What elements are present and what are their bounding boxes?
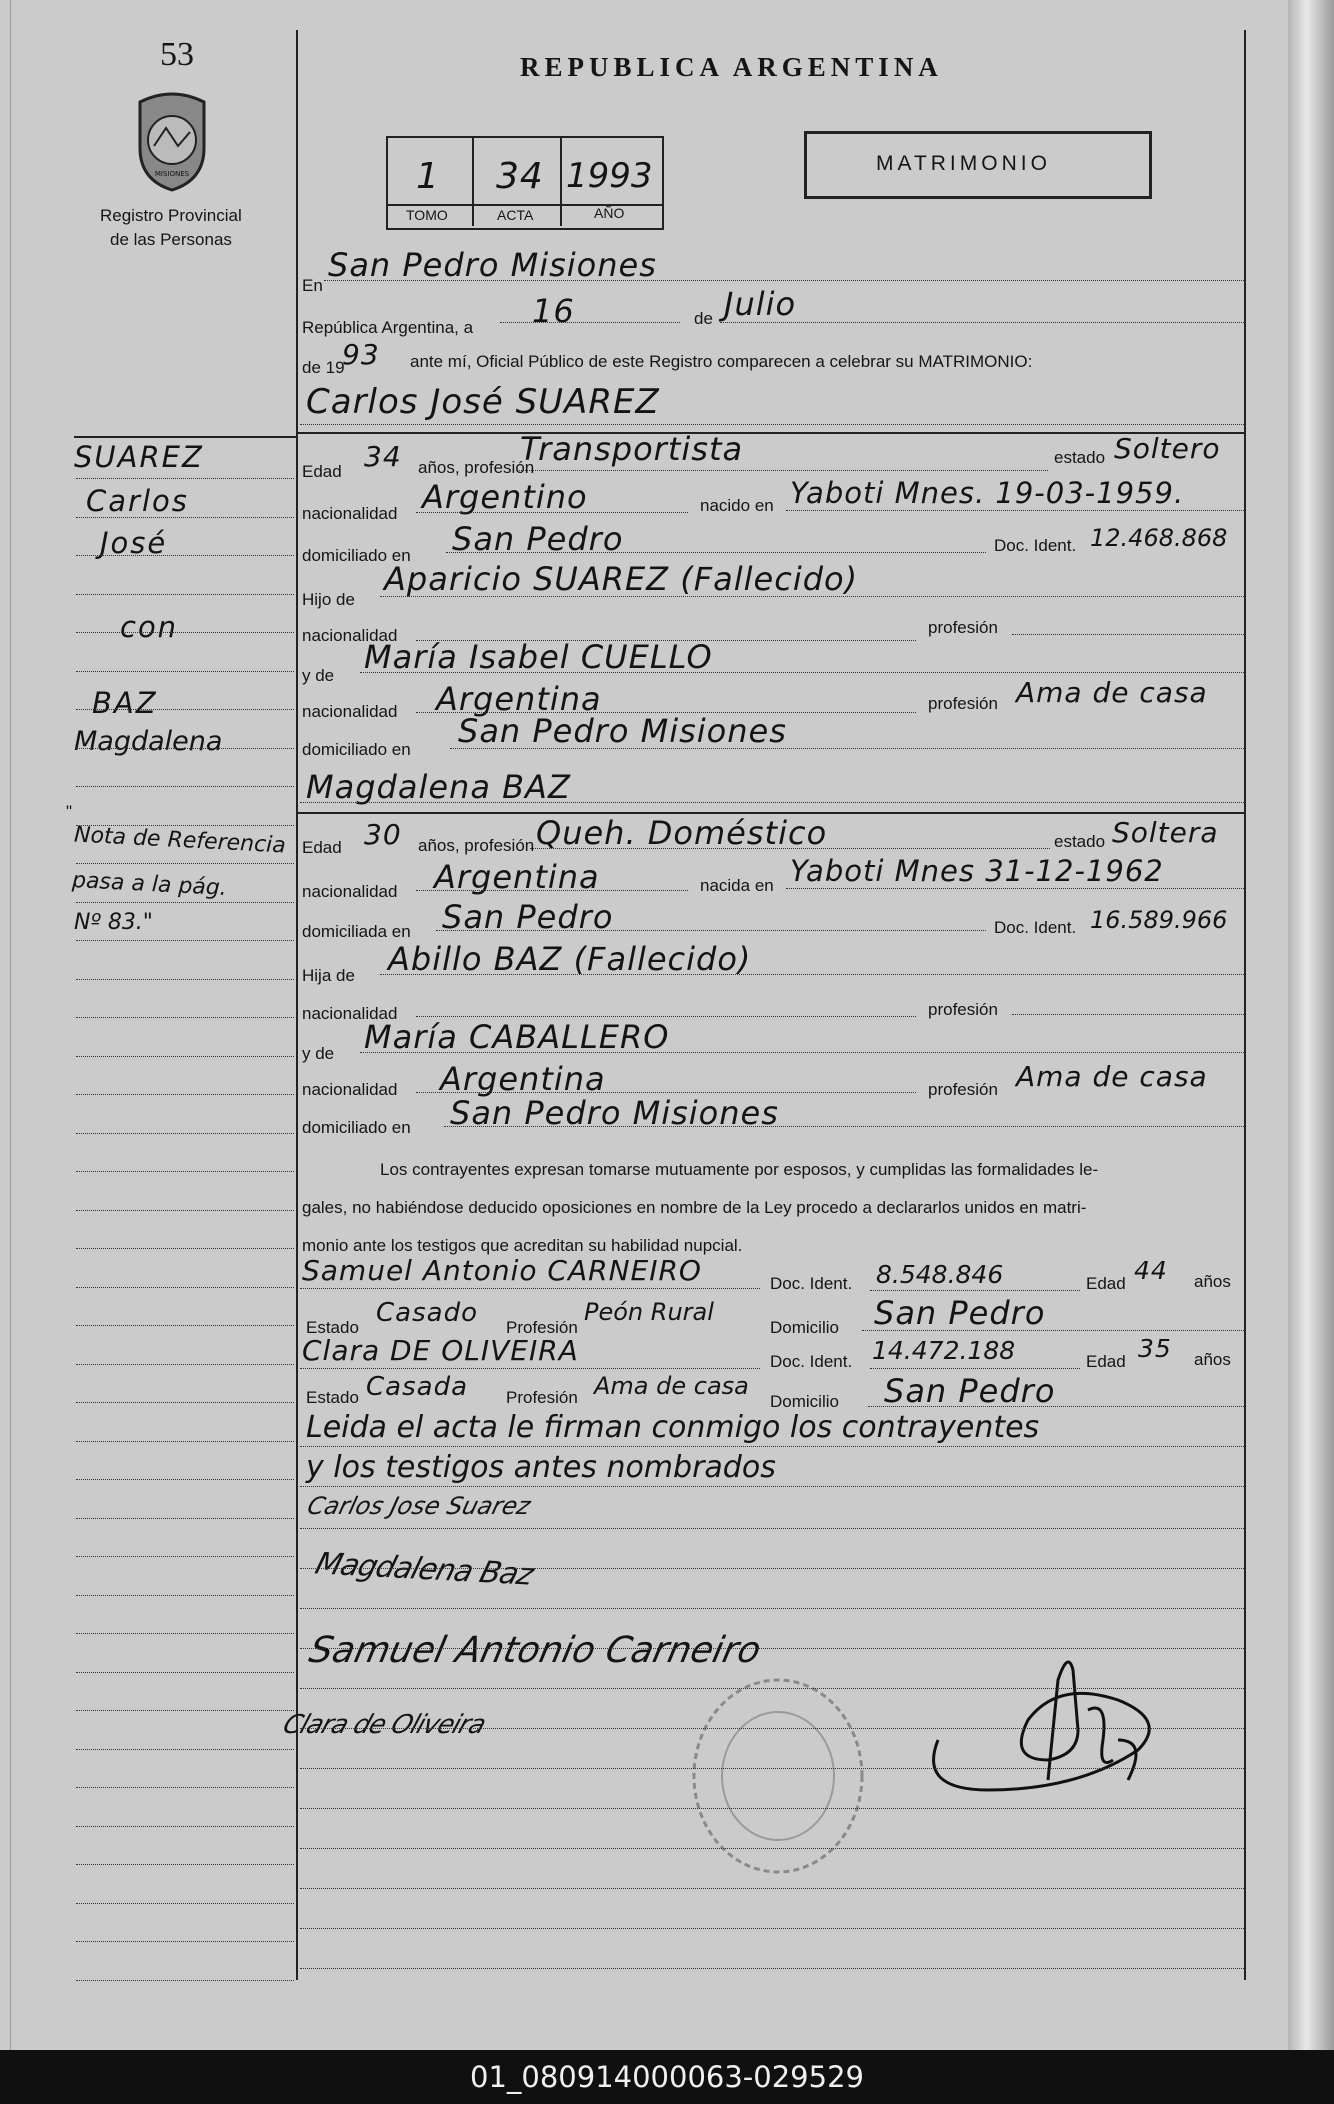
witness1-profession: Peón Rural — [584, 1298, 714, 1326]
witness1-prof-label: Profesión — [506, 1318, 578, 1337]
bride-mother: María CABALLERO — [364, 1018, 670, 1056]
right-rule — [1244, 30, 1246, 1980]
margin-ruled-line — [76, 1017, 294, 1018]
bride-domicile: San Pedro — [442, 898, 614, 936]
margin-ruled-line — [76, 1056, 294, 1057]
main-ruled-line — [300, 1928, 1244, 1929]
bride-mother-profession: Ama de casa — [1016, 1060, 1208, 1093]
main-ruled-line — [300, 1568, 1244, 1569]
bride-profession: Queh. Doméstico — [536, 814, 828, 852]
groom-mother-domicile: San Pedro Misiones — [458, 712, 787, 750]
margin-ruled-line — [76, 902, 294, 903]
closing-line-2: y los testigos antes nombrados — [306, 1450, 776, 1485]
witness1-anos-label: años — [1194, 1272, 1231, 1291]
bride-born-label: nacida en — [700, 876, 774, 895]
groom-nac-label: nacionalidad — [302, 504, 398, 523]
registry-line-2: de las Personas — [110, 230, 232, 249]
bride-birth: Yaboti Mnes 31-12-1962 — [790, 854, 1164, 888]
margin-name-groom-a: Carlos — [86, 484, 189, 518]
official-stamp — [688, 1676, 868, 1876]
witness2-domicile: San Pedro — [884, 1372, 1056, 1410]
witness1-doc-line — [870, 1290, 1080, 1291]
witness1-status: Casado — [376, 1298, 478, 1328]
bride-mother-prof-label: profesión — [928, 1080, 998, 1099]
witness2-name: Clara DE OLIVEIRA — [302, 1334, 579, 1367]
groom-born-label: nacido en — [700, 496, 774, 515]
declaration-line-2: gales, no habiéndose deducido oposiciones en nombre de la Ley procedo a declararlos unidos en matri- — [302, 1198, 1087, 1217]
groom-domicile: San Pedro — [452, 520, 624, 558]
witness1-edad-label: Edad — [1086, 1274, 1126, 1293]
witness2-anos-label: años — [1194, 1350, 1231, 1369]
margin-ruled-line — [76, 1941, 294, 1942]
margin-ruled-line — [76, 1595, 294, 1596]
bride-mother-nac-label: nacionalidad — [302, 1080, 398, 1099]
bride-doc-label: Doc. Ident. — [994, 918, 1077, 937]
page-number: 53 — [160, 36, 194, 73]
signature-bride: Magdalena Baz — [311, 1546, 537, 1593]
bride-age: 30 — [364, 818, 402, 851]
bride-mother-line — [360, 1052, 1244, 1053]
bride-mother-domicile: San Pedro Misiones — [450, 1094, 779, 1132]
ref-divider-1 — [472, 138, 474, 226]
bride-father-prof-line — [1012, 1014, 1244, 1015]
witness2-dom-label: Domicilio — [770, 1392, 839, 1411]
margin-con: con — [120, 610, 179, 644]
bride-domicile-line — [436, 930, 986, 931]
margin-ruled-line — [76, 1787, 294, 1788]
tomo-value: 1 — [416, 156, 440, 197]
margin-ruled-line — [76, 748, 294, 749]
margin-ruled-line — [76, 1479, 294, 1480]
margin-ruled-line — [76, 979, 294, 980]
bride-full-name: Magdalena BAZ — [306, 768, 571, 806]
bride-anos-label: años, profesión — [418, 836, 535, 855]
main-ruled-line — [300, 1768, 1244, 1769]
left-edge-rule — [10, 0, 11, 2050]
groom-anos-label: años, profesión — [418, 458, 535, 477]
main-ruled-line — [300, 1728, 1244, 1729]
margin-surname-groom: SUAREZ — [74, 440, 204, 474]
margin-ruled-line — [76, 478, 294, 479]
groom-mother-nac-label: nacionalidad — [302, 702, 398, 721]
groom-section-rule — [298, 432, 1244, 434]
groom-mother-profession: Ama de casa — [1016, 676, 1208, 709]
groom-birth: Yaboti Mnes. 19-03-1959. — [790, 476, 1185, 510]
seal-text: MISIONES — [154, 170, 190, 178]
witness2-edad-label: Edad — [1086, 1352, 1126, 1371]
margin-ruled-line — [76, 1864, 294, 1865]
margin-ruled-line — [76, 825, 294, 826]
bride-father: Abillo BAZ (Fallecido) — [388, 940, 752, 978]
groom-age: 34 — [364, 440, 402, 473]
margin-ruled-line — [76, 1094, 294, 1095]
margin-ruled-line — [76, 1903, 294, 1904]
bride-father-prof-label: profesión — [928, 1000, 998, 1019]
margin-rule — [296, 30, 298, 1980]
groom-nationality-line — [416, 512, 688, 513]
groom-profession: Transportista — [520, 430, 744, 468]
margin-ruled-line — [76, 1672, 294, 1673]
margin-ruled-line — [76, 1402, 294, 1403]
margin-ruled-line — [76, 1980, 294, 1981]
country-title: REPUBLICA ARGENTINA — [520, 52, 943, 82]
groom-mother-dom-line — [450, 748, 1244, 749]
registry-line-1: Registro Provincial — [100, 206, 242, 225]
margin-ruled-line — [76, 632, 294, 633]
bride-nationality-line — [416, 890, 688, 891]
intro-text: ante mí, Oficial Público de este Registro comparecen a celebrar su MATRIMONIO: — [410, 352, 1033, 371]
groom-edad-label: Edad — [302, 462, 342, 481]
anio-label: AÑO — [594, 205, 625, 221]
main-ruled-line — [300, 1688, 1244, 1689]
groom-civil-status: Soltero — [1114, 432, 1221, 465]
witness2-name-line — [300, 1368, 760, 1369]
day: 16 — [532, 292, 575, 330]
groom-mother-prof-label: profesión — [928, 694, 998, 713]
groom-birth-line — [786, 510, 1244, 511]
margin-ruled-line — [76, 1133, 294, 1134]
document-type: MATRIMONIO — [876, 152, 1051, 175]
margin-name-bride: Magdalena — [74, 726, 223, 757]
place: San Pedro Misiones — [328, 246, 657, 284]
margin-note-line-2: pasa a la pág. — [71, 867, 228, 902]
month: Julio — [724, 285, 797, 323]
bride-estado-label: estado — [1054, 832, 1106, 851]
bride-father-nac-label: nacionalidad — [302, 1004, 398, 1023]
tomo-label: TOMO — [406, 207, 448, 223]
groom-name-line — [300, 424, 1244, 425]
bride-edad-label: Edad — [302, 838, 342, 857]
witness1-domicile: San Pedro — [874, 1294, 1046, 1332]
groom-mother: María Isabel CUELLO — [364, 638, 713, 676]
bride-nac-label: nacionalidad — [302, 882, 398, 901]
margin-ruled-line — [76, 709, 294, 710]
bride-father-label: Hija de — [302, 966, 355, 985]
groom-father-prof-line — [1012, 634, 1244, 635]
groom-father-nac-label: nacionalidad — [302, 626, 398, 645]
witness2-doc-label: Doc. Ident. — [770, 1352, 853, 1371]
groom-father: Aparicio SUAREZ (Fallecido) — [384, 560, 859, 598]
margin-ruled-line — [76, 863, 294, 864]
bride-doc: 16.589.966 — [1090, 906, 1228, 934]
groom-full-name: Carlos José SUAREZ — [306, 382, 660, 422]
bride-profession-line — [530, 848, 1050, 849]
main-ruled-line — [300, 1528, 1244, 1529]
month-line — [720, 322, 1244, 323]
bride-mother-label: y de — [302, 1044, 335, 1063]
witness1-estado-label: Estado — [306, 1318, 359, 1337]
signature-witness-1: Samuel Antonio Carneiro — [305, 1630, 765, 1671]
margin-ruled-line — [76, 940, 294, 941]
bride-father-line — [380, 974, 1244, 975]
bride-mother-dom-label: domiciliado en — [302, 1118, 411, 1137]
en-label: En — [302, 276, 323, 295]
margin-ruled-line — [76, 1248, 294, 1249]
witness2-status: Casada — [366, 1372, 469, 1402]
margin-ruled-line — [76, 1171, 294, 1172]
witness1-dom-line — [862, 1330, 1244, 1331]
bride-nationality: Argentina — [434, 858, 600, 896]
margin-ruled-line — [76, 1826, 294, 1827]
groom-profession-line — [516, 470, 1048, 471]
official-signature — [908, 1640, 1168, 1810]
declaration-line-1: Los contrayentes expresan tomarse mutuamente por esposos, y cumplidas las formalidades le- — [380, 1160, 1099, 1179]
anio-value: 1993 — [566, 156, 653, 196]
margin-ruled-line — [76, 1325, 294, 1326]
year-suffix: 93 — [342, 338, 380, 371]
de-label: de — [694, 309, 713, 328]
margin-note-mark: " — [66, 802, 73, 821]
margin-note-line-1: Nota de Referencia — [73, 822, 287, 859]
margin-ruled-line — [76, 1210, 294, 1211]
witness1-name: Samuel Antonio CARNEIRO — [302, 1254, 702, 1287]
bride-civil-status: Soltera — [1112, 816, 1219, 849]
bride-dom-label: domiciliada en — [302, 922, 411, 941]
day-line — [500, 322, 680, 323]
witness2-age: 35 — [1138, 1334, 1172, 1363]
margin-ruled-line — [76, 1441, 294, 1442]
groom-domicile-line — [446, 552, 986, 553]
bride-mother-nationality: Argentina — [440, 1060, 606, 1098]
witness1-doc-label: Doc. Ident. — [770, 1274, 853, 1293]
margin-top-rule — [74, 436, 296, 438]
margin-ruled-line — [76, 786, 294, 787]
year-prefix: de 19 — [302, 358, 345, 377]
witness2-prof-label: Profesión — [506, 1388, 578, 1407]
margin-ruled-line — [76, 555, 294, 556]
margin-ruled-line — [76, 1749, 294, 1750]
witness1-doc: 8.548.846 — [876, 1260, 1004, 1289]
witness2-profession: Ama de casa — [594, 1372, 749, 1400]
main-ruled-line — [300, 1848, 1244, 1849]
margin-name-groom-b: José — [100, 526, 168, 560]
bride-father-nac-line — [416, 1016, 916, 1017]
ref-divider-2 — [560, 138, 562, 226]
province-seal — [132, 88, 212, 192]
signature-groom: Carlos Jose Suarez — [304, 1492, 534, 1520]
main-ruled-line — [300, 1648, 1244, 1649]
closing-line-2-rule — [300, 1486, 1244, 1487]
witness2-estado-label: Estado — [306, 1388, 359, 1407]
witness2-doc: 14.472.188 — [872, 1336, 1016, 1365]
bride-birth-line — [786, 888, 1244, 889]
margin-ruled-line — [76, 671, 294, 672]
margin-surname-bride: BAZ — [92, 686, 158, 720]
groom-father-label: Hijo de — [302, 590, 355, 609]
acta-label: ACTA — [497, 207, 534, 223]
bride-mother-nac-line — [416, 1092, 916, 1093]
groom-mother-nationality: Argentina — [436, 680, 602, 718]
groom-doc-label: Doc. Ident. — [994, 536, 1077, 555]
margin-ruled-line — [76, 594, 294, 595]
main-ruled-line — [300, 1968, 1244, 1969]
closing-line-1-rule — [300, 1446, 1244, 1447]
groom-nationality: Argentino — [422, 478, 588, 516]
margin-ruled-line — [76, 1633, 294, 1634]
margin-ruled-line — [76, 1518, 294, 1519]
witness2-dom-line — [868, 1406, 1244, 1407]
groom-dom-label: domiciliado en — [302, 546, 411, 565]
margin-ruled-line — [76, 1556, 294, 1557]
groom-estado-label: estado — [1054, 448, 1106, 467]
groom-father-prof-label: profesión — [928, 618, 998, 637]
main-ruled-line — [300, 1888, 1244, 1889]
witness1-dom-label: Domicilio — [770, 1318, 839, 1337]
witness2-doc-line — [870, 1368, 1080, 1369]
groom-mother-label: y de — [302, 666, 335, 685]
witness1-name-line — [300, 1288, 760, 1289]
scan-identifier: 01_080914000063-029529 — [0, 2050, 1334, 2104]
main-ruled-line — [300, 1608, 1244, 1609]
bride-name-line — [300, 802, 1244, 803]
groom-mother-dom-label: domiciliado en — [302, 740, 411, 759]
bride-mother-dom-line — [444, 1126, 1244, 1127]
groom-mother-line — [360, 672, 1244, 673]
book-binding — [1288, 0, 1334, 2050]
margin-ruled-line — [76, 1710, 294, 1711]
margin-note-line-3: Nº 83." — [74, 910, 153, 935]
declaration-line-3: monio ante los testigos que acreditan su habilidad nupcial. — [302, 1236, 743, 1255]
republica-label: República Argentina, a — [302, 318, 474, 337]
margin-ruled-line — [76, 1287, 294, 1288]
margin-ruled-line — [76, 1364, 294, 1365]
signature-witness-2: Clara de Oliveira — [279, 1710, 489, 1740]
closing-line-1: Leida el acta le firman conmigo los contrayentes — [306, 1410, 1040, 1445]
groom-doc: 12.468.868 — [1090, 524, 1228, 552]
groom-father-line — [380, 596, 1244, 597]
place-line — [324, 280, 1244, 281]
acta-value: 34 — [496, 156, 544, 197]
main-ruled-line — [300, 1808, 1244, 1809]
margin-ruled-line — [76, 517, 294, 518]
witness1-age: 44 — [1134, 1256, 1168, 1285]
